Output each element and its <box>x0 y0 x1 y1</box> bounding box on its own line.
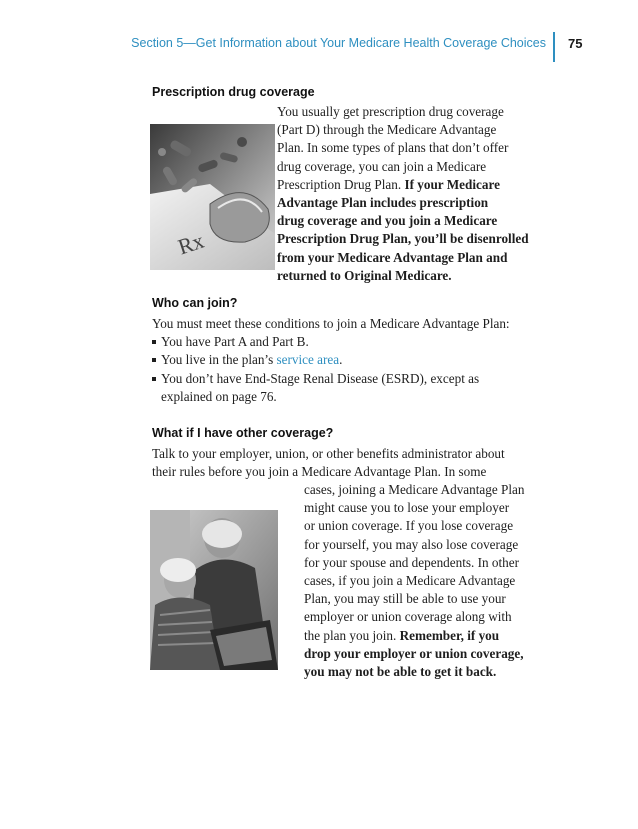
bullet-icon <box>152 377 156 381</box>
rx-line: Plan. In some types of plans that don’t offer <box>277 140 509 156</box>
page-number: 75 <box>568 36 583 51</box>
rx-line-bold: If your Medicare <box>404 176 500 192</box>
rx-heading: Prescription drug coverage <box>152 85 315 99</box>
other-coverage-paragraph: cases, joining a Medicare Advantage Plan might cause you to lose your employer or union coverage. If you lose coverage for yourself, you may also lose coverage for your spouse and dependents. In other cases, if you join a Medicare Advantage Plan, you may still be able to use your employer or union coverage along with the plan you join. Remember, if you drop your employer or union coverage, you may not be able to get it back. <box>304 482 525 680</box>
join-heading: Who can join? <box>152 296 238 310</box>
list-item: You have Part A and Part B. <box>152 333 510 351</box>
rx-line: drug coverage, you can join a Medicare <box>277 158 487 174</box>
rx-line: You usually get prescription drug coverage <box>277 104 504 119</box>
prescription-pills-photo <box>150 124 275 270</box>
rx-paragraph <box>277 103 529 285</box>
join-paragraph <box>152 315 510 406</box>
rx-bold-line: drug coverage and you join a Medicare <box>277 213 498 229</box>
service-area-link[interactable]: service area <box>276 352 340 368</box>
rx-bold-line: Prescription Drug Plan, you’ll be disenrolled <box>277 231 529 247</box>
rx-symbol: Rx <box>174 227 207 260</box>
seniors-at-computer-photo <box>150 510 278 670</box>
rx-bold-line: Advantage Plan includes prescription <box>277 195 489 211</box>
join-intro: You must meet these conditions to join a Medicare Advantage Plan: <box>152 316 510 331</box>
rx-line-normal: Prescription Drug Plan. <box>277 176 405 192</box>
rx-bold-line: returned to Original Medicare. <box>277 267 452 283</box>
bullet-icon <box>152 358 156 362</box>
list-item: You live in the plan’s service area. <box>152 351 510 369</box>
list-item-continuation: explained on page 76. <box>161 388 277 404</box>
list-item: You don’t have End-Stage Renal Disease (ESRD), except as <box>152 370 510 388</box>
rx-bold-line: from your Medicare Advantage Plan and <box>277 249 508 265</box>
rx-line <box>277 176 529 194</box>
other-coverage-heading: What if I have other coverage? <box>152 426 334 440</box>
other-coverage-intro: Talk to your employer, union, or other benefits administrator about their rules before you join a Medicare Advantage Plan. In some <box>152 446 505 480</box>
section-title: Section 5—Get Information about Your Medicare Health Coverage Choices <box>131 36 546 50</box>
rx-line: (Part D) through the Medicare Advantage <box>277 122 497 138</box>
header-divider <box>553 32 555 62</box>
page-header <box>0 32 638 60</box>
bullet-icon <box>152 340 156 344</box>
